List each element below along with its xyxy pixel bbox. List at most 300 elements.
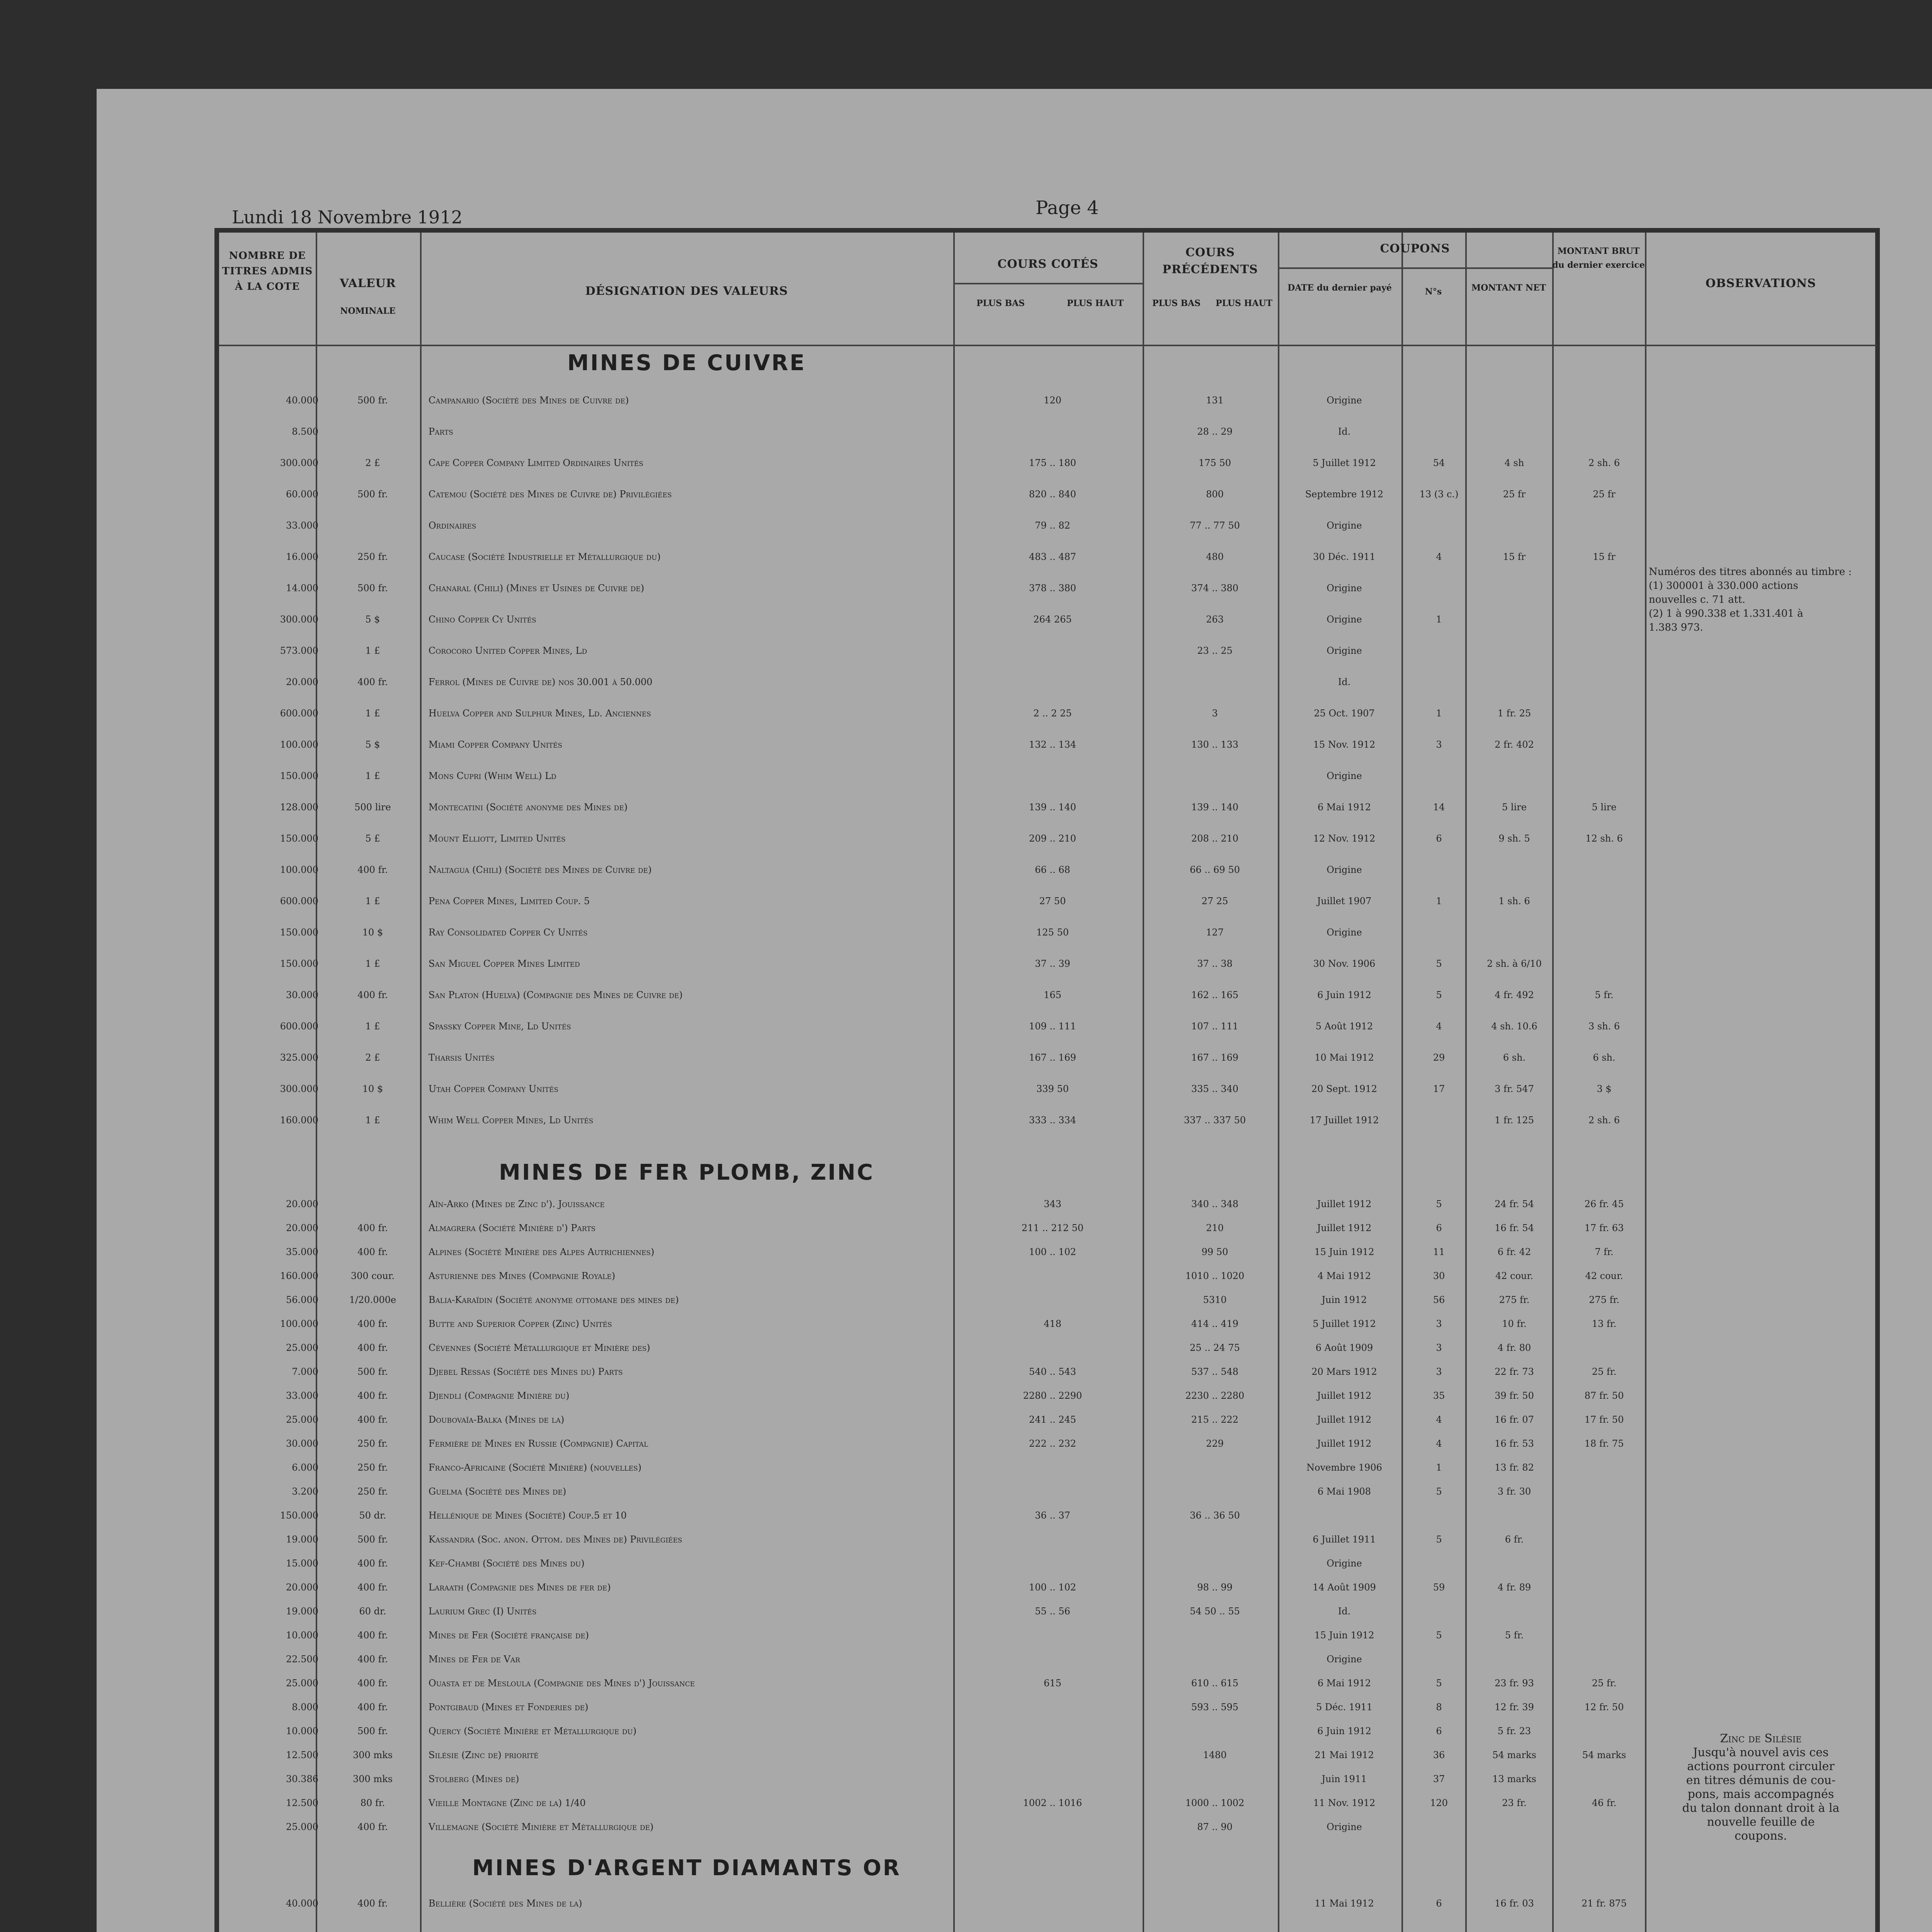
table-row: [224, 1630, 1878, 1641]
cell-n: 22.500: [286, 1654, 318, 1665]
cell-no: 1: [1436, 896, 1442, 906]
cell-d: Kassandra (Soc. anon. Ottom. des Mines de) Privilégiées: [429, 1534, 682, 1545]
cell-no: 5: [1436, 1678, 1442, 1689]
cell-date: Origine: [1327, 864, 1362, 875]
obs-line: 1.383 973.: [1649, 622, 1703, 633]
table-row: [224, 739, 1878, 750]
column-rule: [1465, 233, 1467, 1932]
cell-c: 132 .. 134: [1029, 739, 1077, 750]
cell-d: Doubovaïa-Balka (Mines de la): [429, 1414, 565, 1425]
cell-date: 6 Août 1909: [1315, 1342, 1373, 1353]
cell-n: 40.000: [286, 1898, 318, 1909]
cell-n: 30.000: [286, 1438, 318, 1449]
cell-n: 56.000: [286, 1294, 318, 1305]
cell-n: 12.500: [286, 1798, 318, 1808]
cell-n: 8.500: [292, 426, 318, 437]
cell-v: 500 fr.: [357, 1534, 388, 1545]
cell-date: 10 Mai 1912: [1315, 1052, 1374, 1063]
cell-d: Silésie (Zinc de) priorité: [429, 1750, 539, 1760]
table-row: [224, 1052, 1878, 1063]
obs-line: nouvelle feuille de: [1707, 1815, 1815, 1829]
header-nombre: NOMBRE DE TITRES ADMIS À LA COTE: [222, 250, 313, 293]
header-observations: OBSERVATIONS: [1705, 277, 1816, 290]
table-row: [224, 1582, 1878, 1593]
cell-c: 483 .. 487: [1029, 551, 1077, 562]
cell-net: 9 sh. 5: [1498, 833, 1530, 844]
cell-p: 37 .. 38: [1197, 958, 1233, 969]
cell-n: 300.000: [280, 614, 318, 625]
cell-v: 5 $: [365, 739, 380, 750]
table-row: [224, 1678, 1878, 1689]
cell-brut: 25 fr.: [1592, 1678, 1617, 1689]
cell-brut: 87 fr. 50: [1584, 1390, 1624, 1401]
cell-d: Whim Well Copper Mines, Ld Unités: [429, 1115, 594, 1126]
cell-v: 500 fr.: [357, 489, 388, 500]
cell-no: 5: [1436, 958, 1442, 969]
table-row: [224, 1774, 1878, 1784]
cell-v: 1 £: [365, 1021, 380, 1032]
cell-v: 400 fr.: [357, 1898, 388, 1909]
cell-d: Almagrera (Société Minière d') Parts: [429, 1223, 596, 1233]
cell-brut: 3 $: [1597, 1083, 1612, 1094]
cell-net: 6 sh.: [1503, 1052, 1526, 1063]
cell-n: 33.000: [286, 1390, 318, 1401]
cell-p: 1000 .. 1002: [1185, 1798, 1245, 1808]
table-row: [224, 1318, 1878, 1329]
cell-net: 24 fr. 54: [1495, 1199, 1534, 1209]
cell-p: 107 .. 111: [1191, 1021, 1239, 1032]
cell-p: 25 .. 24 75: [1190, 1342, 1240, 1353]
cell-p: 1480: [1203, 1750, 1227, 1760]
cell-n: 300.000: [280, 457, 318, 468]
cell-d: Tharsis Unités: [429, 1052, 495, 1063]
cell-no: 8: [1436, 1702, 1442, 1713]
cell-date: 20 Mars 1912: [1311, 1366, 1377, 1377]
cell-date: 20 Sept. 1912: [1311, 1083, 1378, 1094]
cell-n: 150.000: [280, 833, 318, 844]
table-row: [224, 1438, 1878, 1449]
table-row: [224, 426, 1878, 437]
cell-p: 87 .. 90: [1197, 1821, 1233, 1832]
cell-date: Juillet 1912: [1317, 1414, 1372, 1425]
cell-date: 6 Juin 1912: [1317, 990, 1371, 1000]
cell-net: 1 fr. 125: [1495, 1115, 1534, 1126]
cell-d: Asturienne des Mines (Compagnie Royale): [429, 1270, 616, 1281]
table-row: [224, 864, 1878, 875]
cell-brut: 13 fr.: [1592, 1318, 1617, 1329]
cell-brut: 5 lire: [1592, 802, 1617, 813]
cell-date: Juillet 1912: [1317, 1223, 1372, 1233]
cell-d: Ouasta et de Mesloula (Compagnie des Mines d') Jouissance: [429, 1678, 695, 1689]
cell-net: 4 fr. 89: [1497, 1582, 1531, 1593]
cell-brut: 25 fr.: [1592, 1366, 1617, 1377]
cell-v: 400 fr.: [357, 1702, 388, 1713]
page-number: Page 4: [1036, 197, 1099, 219]
cell-c: 2 .. 2 25: [1033, 708, 1072, 719]
cell-no: 54: [1433, 457, 1445, 468]
cell-v: 1 £: [365, 770, 380, 781]
cell-brut: 6 sh.: [1593, 1052, 1616, 1063]
cell-no: 35: [1433, 1390, 1445, 1401]
cell-date: 5 Août 1912: [1315, 1021, 1373, 1032]
cell-d: Utah Copper Company Unités: [429, 1083, 559, 1094]
cell-d: Aïn-Arko (Mines de Zinc d'). Jouissance: [429, 1199, 605, 1209]
table-row: [224, 896, 1878, 906]
cell-brut: 18 fr. 75: [1584, 1438, 1624, 1449]
cell-v: 1 £: [365, 645, 380, 656]
cell-d: Miami Copper Company Unités: [429, 739, 563, 750]
cell-d: Ray Consolidated Copper Cy Unités: [429, 927, 588, 938]
cell-net: 16 fr. 53: [1495, 1438, 1534, 1449]
cell-c: 222 .. 232: [1029, 1438, 1077, 1449]
header-date-dernier: DATE du dernier payé: [1287, 283, 1392, 293]
cell-date: Juin 1912: [1321, 1294, 1367, 1305]
table-row: [224, 1486, 1878, 1497]
cell-n: 60.000: [286, 489, 318, 500]
table-row: [224, 1750, 1878, 1760]
cell-d: Cévennes (Société Métallurgique et Minière des): [429, 1342, 650, 1353]
table-row: [224, 1115, 1878, 1126]
cell-c: 109 .. 111: [1029, 1021, 1077, 1032]
cell-d: Montecatini (Société anonyme des Mines de): [429, 802, 628, 813]
cell-d: Laurium Grec (I) Unités: [429, 1606, 537, 1617]
cell-d: Balia-Karaïdin (Société anonyme ottomane des mines de): [429, 1294, 679, 1305]
cell-d: Mount Elliott, Limited Unités: [429, 833, 566, 844]
cell-date: Origine: [1327, 927, 1362, 938]
cell-v: 250 fr.: [357, 1438, 388, 1449]
cell-p: 215 .. 222: [1191, 1414, 1239, 1425]
cell-net: 1 fr. 25: [1497, 708, 1531, 719]
table-row: [224, 1199, 1878, 1209]
cell-d: Chanaral (Chili) (Mines et Usines de Cuivre de): [429, 583, 645, 594]
cell-v: 1 £: [365, 708, 380, 719]
cell-net: 10 fr.: [1502, 1318, 1527, 1329]
cell-no: 37: [1433, 1774, 1445, 1784]
cell-net: 13 marks: [1492, 1774, 1536, 1784]
cell-no: 6: [1436, 1898, 1442, 1909]
cell-d: Quercy (Société Minière et Métallurgique du): [429, 1726, 637, 1736]
cell-no: 29: [1433, 1052, 1445, 1063]
cell-brut: 17 fr. 63: [1584, 1223, 1624, 1233]
column-rule: [316, 233, 317, 1932]
cell-net: 5 lire: [1502, 802, 1527, 813]
column-rule: [1143, 233, 1144, 1932]
header-plus-bas: PLUS BAS: [976, 298, 1025, 308]
cell-no: 3: [1436, 739, 1442, 750]
cell-d: Laraath (Compagnie des Mines de fer de): [429, 1582, 611, 1593]
cell-p: 98 .. 99: [1197, 1582, 1233, 1593]
obs-line: du talon donnant droit à la: [1682, 1801, 1840, 1815]
cell-net: 39 fr. 50: [1495, 1390, 1534, 1401]
cell-p: 139 .. 140: [1191, 802, 1239, 813]
cell-p: 77 .. 77 50: [1190, 520, 1240, 531]
table-row: [224, 520, 1878, 531]
cell-p: 130 .. 133: [1191, 739, 1239, 750]
table-row: [224, 614, 1878, 625]
cell-v: 60 dr.: [359, 1606, 386, 1617]
cell-net: 6 fr. 42: [1497, 1247, 1531, 1257]
obs-line: en titres démunis de cou-: [1686, 1774, 1836, 1787]
cell-n: 100.000: [280, 1318, 318, 1329]
column-rule: [953, 233, 955, 1932]
cell-c: 418: [1044, 1318, 1061, 1329]
header-plus-haut: PLUS HAUT: [1067, 298, 1124, 308]
cell-p: 210: [1206, 1223, 1224, 1233]
table-row: [224, 770, 1878, 781]
cell-v: 1 £: [365, 896, 380, 906]
table-row: [224, 990, 1878, 1000]
cell-brut: 21 fr. 875: [1582, 1898, 1627, 1909]
table-row: [224, 551, 1878, 562]
obs-title: Zinc de Silésie: [1720, 1732, 1802, 1745]
cell-d: Mons Cupri (Whim Well) Ld: [429, 770, 556, 781]
cell-d: Parts: [429, 426, 453, 437]
table-row: [224, 457, 1878, 468]
cell-c: 264 265: [1033, 614, 1072, 625]
cell-net: 16 fr. 07: [1495, 1414, 1534, 1425]
quotation-table: [214, 228, 1880, 1932]
table-row: [224, 802, 1878, 813]
cell-date: 11 Nov. 1912: [1313, 1798, 1376, 1808]
cell-date: 15 Juin 1912: [1314, 1630, 1374, 1641]
table-row: [224, 1898, 1878, 1909]
cell-c: 540 .. 543: [1029, 1366, 1077, 1377]
header-valeur-sub: NOMINALE: [340, 306, 396, 316]
cell-no: 1: [1436, 614, 1442, 625]
cell-net: 22 fr. 73: [1495, 1366, 1534, 1377]
cell-n: 25.000: [286, 1821, 318, 1832]
cell-date: 6 Juin 1912: [1317, 1726, 1371, 1736]
table-row: [224, 1021, 1878, 1032]
cell-p: 54 50 .. 55: [1190, 1606, 1240, 1617]
cell-n: 20.000: [286, 677, 318, 687]
table-row: [224, 833, 1878, 844]
cell-no: 1: [1436, 708, 1442, 719]
cell-net: 6 fr.: [1505, 1534, 1524, 1545]
cell-no: 3: [1436, 1318, 1442, 1329]
header-cours-cotes: COURS COTÉS: [997, 257, 1099, 271]
header-montant-brut: MONTANT BRUT du dernier exercice: [1552, 246, 1645, 270]
table-row: [224, 1414, 1878, 1425]
cell-date: Origine: [1327, 583, 1362, 594]
cell-date: Origine: [1327, 1654, 1362, 1665]
cell-n: 150.000: [280, 927, 318, 938]
cell-net: 2 fr. 402: [1495, 739, 1534, 750]
cell-no: 5: [1436, 1199, 1442, 1209]
cell-v: 500 fr.: [357, 583, 388, 594]
table-row: [224, 1247, 1878, 1257]
cell-d: Naltagua (Chili) (Société des Mines de Cuivre de): [429, 864, 652, 875]
cell-date: Juillet 1907: [1317, 896, 1372, 906]
cell-v: 400 fr.: [357, 1678, 388, 1689]
cell-date: 12 Nov. 1912: [1313, 833, 1376, 844]
table-row: [224, 927, 1878, 938]
cell-brut: 2 sh. 6: [1588, 1115, 1620, 1126]
cell-net: 5 fr.: [1505, 1630, 1524, 1641]
cell-no: 1: [1436, 1462, 1442, 1473]
cell-c: 1002 .. 1016: [1023, 1798, 1082, 1808]
cell-d: Djebel Ressas (Société des Mines du) Parts: [429, 1366, 623, 1377]
cell-date: Novembre 1906: [1306, 1462, 1382, 1473]
table-row: [224, 1558, 1878, 1569]
cell-net: 54 marks: [1492, 1750, 1536, 1760]
cell-v: 400 fr.: [357, 1558, 388, 1569]
cell-date: Juillet 1912: [1317, 1438, 1372, 1449]
cell-c: 615: [1044, 1678, 1061, 1689]
cell-brut: 25 fr: [1593, 489, 1616, 500]
cell-c: 37 .. 39: [1035, 958, 1070, 969]
cell-v: 400 fr.: [357, 1390, 388, 1401]
table-row: [224, 1510, 1878, 1521]
cell-date: Origine: [1327, 614, 1362, 625]
cell-net: 5 fr. 23: [1497, 1726, 1531, 1736]
cell-brut: 7 fr.: [1595, 1247, 1614, 1257]
cell-c: 333 .. 334: [1029, 1115, 1077, 1126]
cell-date: 6 Mai 1912: [1317, 802, 1371, 813]
cell-n: 33.000: [286, 520, 318, 531]
cell-c: 55 .. 56: [1035, 1606, 1070, 1617]
cell-v: 500 fr.: [357, 1726, 388, 1736]
cell-p: 66 .. 69 50: [1190, 864, 1240, 875]
page-date: Lundi 18 Novembre 1912: [232, 207, 463, 228]
cell-no: 59: [1433, 1582, 1445, 1593]
cell-c: 211 .. 212 50: [1021, 1223, 1084, 1233]
cell-no: 6: [1436, 1726, 1442, 1736]
cell-no: 17: [1433, 1083, 1445, 1094]
cell-p: 27 25: [1201, 896, 1228, 906]
cell-d: Spassky Copper Mine, Ld Unités: [429, 1021, 571, 1032]
cell-v: 400 fr.: [357, 990, 388, 1000]
cell-d: Corocoro United Copper Mines, Ld: [429, 645, 587, 656]
cell-n: 160.000: [280, 1115, 318, 1126]
cell-c: 100 .. 102: [1029, 1582, 1077, 1593]
cell-brut: 12 fr. 50: [1584, 1702, 1624, 1713]
cell-v: 400 fr.: [357, 1582, 388, 1593]
table-row: [224, 1654, 1878, 1665]
cell-n: 150.000: [280, 770, 318, 781]
cell-no: 56: [1433, 1294, 1445, 1305]
cell-d: Catemou (Société des Mines de Cuivre de) Privilégiées: [429, 489, 672, 500]
cell-net: 4 fr. 492: [1495, 990, 1534, 1000]
cell-p: 127: [1206, 927, 1224, 938]
cell-c: 79 .. 82: [1035, 520, 1070, 531]
cell-n: 150.000: [280, 1510, 318, 1521]
cell-n: 600.000: [280, 1021, 318, 1032]
cell-brut: 42 cour.: [1585, 1270, 1623, 1281]
cell-v: 300 cour.: [350, 1270, 395, 1281]
cell-d: Caucase (Société Industrielle et Métallurgique du): [429, 551, 661, 562]
cell-v: 250 fr.: [357, 551, 388, 562]
cell-d: Campanario (Société des Mines de Cuivre de): [429, 395, 629, 406]
cell-v: 2 £: [365, 1052, 380, 1063]
cell-n: 30.000: [286, 990, 318, 1000]
cell-p: 800: [1206, 489, 1224, 500]
cell-d: Pontgibaud (Mines et Fonderies de): [429, 1702, 588, 1713]
table-row: [224, 677, 1878, 687]
cell-brut: 2 sh. 6: [1588, 457, 1620, 468]
cell-n: 19.000: [286, 1534, 318, 1545]
cell-date: 14 Août 1909: [1313, 1582, 1376, 1593]
cell-n: 10.000: [286, 1630, 318, 1641]
cell-p: 3: [1212, 708, 1218, 719]
table-row: [224, 1083, 1878, 1094]
cell-c: 820 .. 840: [1029, 489, 1077, 500]
table-row: [224, 645, 1878, 656]
cell-date: 6 Mai 1912: [1317, 1678, 1371, 1689]
cell-net: 2 sh. à 6/10: [1487, 958, 1542, 969]
cell-v: 5 £: [365, 833, 380, 844]
cell-no: 36: [1433, 1750, 1445, 1760]
cell-date: 6 Juillet 1911: [1313, 1534, 1376, 1545]
cell-p: 175 50: [1199, 457, 1231, 468]
cell-brut: 15 fr: [1593, 551, 1616, 562]
cell-d: Villemagne (Société Minière et Métallurgique de): [429, 1821, 654, 1832]
cell-date: Juin 1911: [1321, 1774, 1367, 1784]
cell-no: 4: [1436, 1021, 1442, 1032]
cell-p: 1010 .. 1020: [1185, 1270, 1245, 1281]
cell-c: 209 .. 210: [1029, 833, 1077, 844]
cell-d: Mines de Fer de Var: [429, 1654, 520, 1665]
cell-brut: 275 fr.: [1589, 1294, 1619, 1305]
cell-net: 3 fr. 547: [1495, 1083, 1534, 1094]
cell-d: Vieille Montagne (Zinc de la) 1/40: [429, 1798, 586, 1808]
cell-brut: 5 fr.: [1595, 990, 1614, 1000]
cell-n: 20.000: [286, 1223, 318, 1233]
cell-no: 4: [1436, 551, 1442, 562]
cell-v: 50 dr.: [359, 1510, 386, 1521]
table-row: [224, 1342, 1878, 1353]
cell-v: 400 fr.: [357, 1630, 388, 1641]
table-row: [224, 1702, 1878, 1713]
cell-net: 23 fr. 93: [1495, 1678, 1534, 1689]
cell-p: 208 .. 210: [1191, 833, 1239, 844]
cell-p: 2230 .. 2280: [1185, 1390, 1245, 1401]
cell-n: 7.000: [292, 1366, 318, 1377]
cell-d: Ordinaires: [429, 520, 476, 531]
cell-v: 250 fr.: [357, 1462, 388, 1473]
cell-v: 2 £: [365, 457, 380, 468]
table-row: [224, 1390, 1878, 1401]
cell-net: 275 fr.: [1499, 1294, 1530, 1305]
cell-net: 4 fr. 80: [1497, 1342, 1531, 1353]
cell-p: 23 .. 25: [1197, 645, 1233, 656]
cell-v: 400 fr.: [357, 1318, 388, 1329]
cell-d: San Platon (Huelva) (Compagnie des Mines de Cuivre de): [429, 990, 683, 1000]
table-row: [224, 1606, 1878, 1617]
column-rule: [1401, 233, 1403, 1932]
cell-c: 36 .. 37: [1035, 1510, 1070, 1521]
cell-net: 4 sh. 10.6: [1491, 1021, 1537, 1032]
header-prec-plus-haut: PLUS HAUT: [1216, 298, 1272, 308]
cell-n: 573.000: [280, 645, 318, 656]
table-row: [224, 1821, 1878, 1832]
cell-d: Djendli (Compagnie Minière du): [429, 1390, 570, 1401]
table-row: [224, 489, 1878, 500]
cell-date: 25 Oct. 1907: [1314, 708, 1375, 719]
cell-v: 1 £: [365, 1115, 380, 1126]
cell-date: 17 Juillet 1912: [1310, 1115, 1379, 1126]
cell-c: 241 .. 245: [1029, 1414, 1077, 1425]
cell-net: 1 sh. 6: [1498, 896, 1530, 906]
cell-p: 263: [1206, 614, 1224, 625]
cell-date: Origine: [1327, 395, 1362, 406]
cell-date: 21 Mai 1912: [1315, 1750, 1374, 1760]
cell-c: 167 .. 169: [1029, 1052, 1077, 1063]
cell-date: Id.: [1338, 677, 1351, 687]
header-cours-precedents: COURS PRÉCÉDENTS: [1162, 246, 1258, 276]
table-row: [224, 1366, 1878, 1377]
cell-brut: 17 fr. 50: [1584, 1414, 1624, 1425]
